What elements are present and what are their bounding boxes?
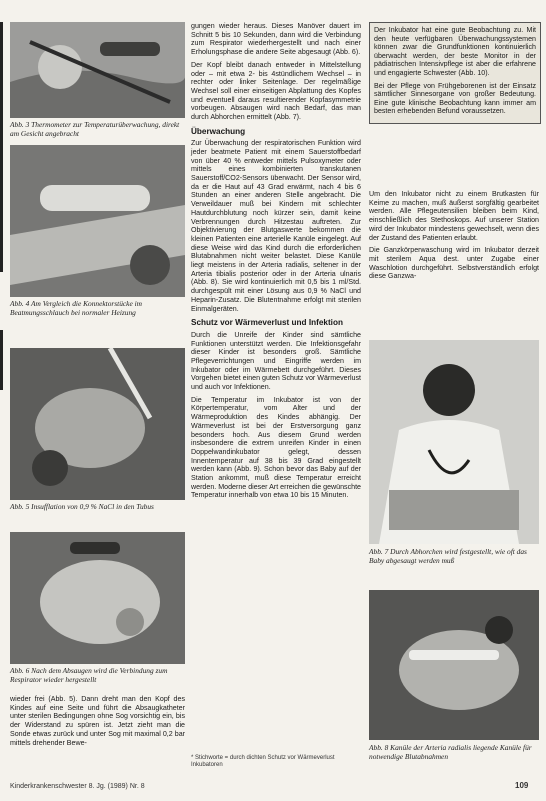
caption-abb7: Abb. 7 Durch Abhorchen wird festgestellt, wie oft das Baby abgesaugt werden muß — [369, 547, 527, 565]
margin-bar — [0, 330, 3, 390]
margin-bar — [0, 22, 3, 272]
body-paragraph: wieder frei (Abb. 5). Dann dreht man den Kopf des Kindes auf eine Seite und führt die Absaugkatheter unter sterilen Bedingungen ohne Sog vorsichtig ein, bis der Widerstand zu spüren ist. Jetzt zieht man die Sonde etwas zurück und unter Sog mit maximal 0,2 bar mittels drehender Bewe- — [10, 695, 185, 747]
photo-thermometer — [10, 22, 185, 118]
photo-arterial-cannula — [369, 590, 539, 740]
body-paragraph: Zur Überwachung der respiratorischen Funktion wird jeder beatmete Patient mit einem Sauerstoffbedarf von über 40 % entweder mittels Pulsoxymeter oder mittels eines kombinierten transkutanen Sauerstoff/CO2-Sensors überwacht. Der Sensor wird, da er die Haut auf 43 Grad erwärmt, nach 4 bis 6 Stunden an einer anderen Stelle angebracht. Die Verweildauer muß bei Kindern mit schlechter Hautdurchblutung noch kürzer sein, damit keine Verbrennungen durch Hitzestau auftreten. Zur Objektivierung der Blutgaswerte bekommen die kleinen Patienten eine arterielle Kanüle eingelegt. Auf diese Weise wird das Kind durch die erforderlichen Blutabnahmen nicht weiter belastet. Diese Kanüle liegt meistens in der Arteria radialis, seltener in der Arteria tibialis posterior oder in der Arteria ulnaris (Abb. 8). Sie wird kontinuierlich mit 0,5 bis 1 ml/Std. durchgespült mit einer Lösung aus 0,9 % NaCl und Heparin-Zusatz. Die Blutentnahme erfolgt mit sterilen Einmalgeräten. — [191, 139, 361, 313]
caption-abb6: Abb. 6 Nach dem Absaugen wird die Verbindung zum Respirator wieder hergestellt — [10, 666, 168, 684]
page-number: 109 — [515, 781, 529, 790]
body-paragraph: Die Temperatur im Inkubator ist von der Körpertemperatur, vom Alter und der Wärmeproduktion des Kindes abhängig. Der Wärmeverlust ist bei der Erstversorgung ganz besonders hoch. Aus diesem Grund werden insbesondere die extrem unreifen Kinder in einen Doppelwandinkubator gelegt, dessen Innentemperatur auf 38 bis 39 Grad eingestellt werden kann (Abb. 9). Schon bevor das Baby auf der Station ankommt, muß diese Temperatur erreicht werden. Moderne dieser Art erreichen die gewünschte Temperatur innerhalb von etwa 10 bis 15 Minuten. — [191, 395, 361, 500]
caption-abb3: Abb. 3 Thermometer zur Temperaturüberwachung, direkt am Gesicht angebracht — [10, 120, 180, 138]
box-paragraph: Der Inkubator hat eine gute Beobachtung zu. Mit den heute verfügbaren Überwachungssystemen können zwar die Grundfunktionen kontinuierlich überwacht werden, der beste Monitor in der pädiatrischen Intensivpflege ist aber die erfahrene und engagierte Schwester (Abb. 10). — [374, 26, 536, 77]
footer-journal: Kinderkrankenschwester 8. Jg. (1989) Nr. 8 — [10, 783, 145, 790]
box-paragraph: Bei der Pflege von Frühgeborenen ist der Einsatz sämtlicher Sinnesorgane von großer Bedeutung. Eine gute klinische Beobachtung kann immer am besten erhebenden Befund voraussetzen. — [374, 81, 536, 116]
photo-insufflation — [10, 348, 185, 500]
body-paragraph: Der Kopf bleibt danach entweder in Mittelstellung oder – mit etwa 2- bis 4stündlichem Wechsel – in rechter oder linker Seitenlage. Der regelmäßige Wechsel soll einer einseitigen Abplattung des Kopfes und eventuell daraus resultierender Kopfasymmetrie vorbeugen. Absaugen wird nach Bedarf, das man durch Abhorchen ermittelt (Abb. 7). — [191, 60, 361, 122]
col1-text — [10, 695, 185, 751]
col3-text — [369, 190, 539, 285]
photo-nurse-stethoscope — [369, 340, 539, 544]
body-paragraph: gungen wieder heraus. Dieses Manöver dauert im Schnitt 5 bis 10 Sekunden, dann wird die Verbindung zum Respirator wiederhergestellt und nach einer Erholungsphase die andere Seite abgesaugt (Abb. 6). — [191, 22, 361, 57]
body-paragraph: Durch die Unreife der Kinder sind sämtliche Funktionen unterstützt werden. Die Infektionsgefahr dieser Kinder ist besonders groß. Sämtliche Pflegeverrichtungen und Eingriffe werden im Inkubator oder im Wärmebett durchgeführt. Dieses Vorgehen bietet einen guten Schutz vor Wärmeverlust und auch vor Infektionen. — [191, 330, 361, 392]
section-heading: Schutz vor Wärmeverlust und Infektion — [191, 318, 343, 328]
caption-abb5: Abb. 5 Insufflation von 0,9 % NaCl in den Tubus — [10, 502, 154, 511]
caption-abb8: Abb. 8 Kanüle der Arteria radialis liegende Kanüle für notwendige Blutabnahmen — [369, 743, 532, 761]
photo-connector — [10, 145, 185, 297]
footnote: * Stichworte = durch dichten Schutz vor Wärmeverlust Inkubatoren — [191, 755, 335, 768]
col2-text — [191, 22, 361, 504]
body-paragraph: Um den Inkubator nicht zu einem Brutkasten für Keime zu machen, muß äußerst sorgfältig gearbeitet werden. Alle Pflegeutensilien bleiben beim Kind, einschließlich des Stethoskops. Auf unserer Station wird der Inkubator mindestens gewechselt, wenn dies der Zustand des Patienten erlaubt. — [369, 190, 539, 242]
body-paragraph: Die Ganzkörperwaschung wird im Inkubator derzeit mit sterilem Aqua dest. unter Zugabe einer Waschlotion durchgeführt. Selbstverständlich erfolgt diese Ganzwa- — [369, 246, 539, 281]
info-box — [369, 22, 541, 124]
caption-abb4: Abb. 4 Am Vergleich die Konnektorstücke im Beatmungsschlauch bei normaler Heizung — [10, 299, 142, 317]
photo-suction — [10, 532, 185, 664]
section-heading: Überwachung — [191, 126, 246, 136]
